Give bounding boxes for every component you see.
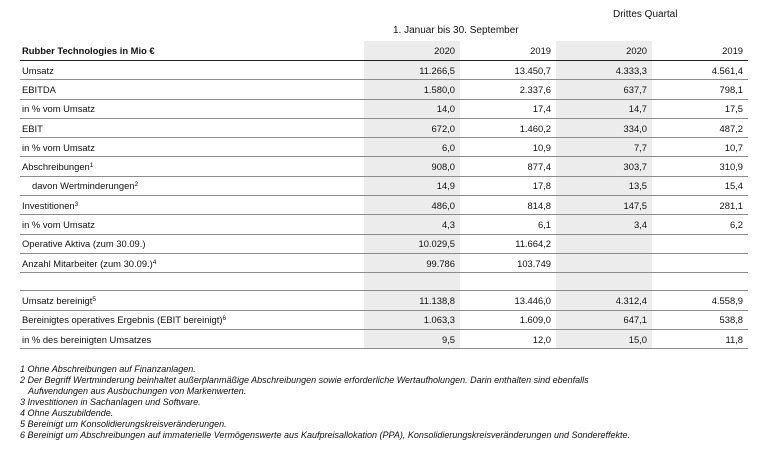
- footnote: Aufwendungen aus Ausbuchungen von Markenwerten.: [28, 386, 247, 396]
- cell-value: 798,1: [652, 80, 748, 99]
- cell-value: 1.063,3: [364, 310, 460, 329]
- footnotes: [20, 364, 630, 441]
- cell-value: 310,9: [652, 157, 748, 176]
- cell-value: 10,9: [460, 138, 556, 157]
- cell-value: 4.561,4: [652, 61, 748, 80]
- cell-value: 647,1: [556, 310, 652, 329]
- table-row: [20, 215, 748, 234]
- cell-value: 11.138,8: [364, 291, 460, 310]
- cell-value: 3,4: [556, 215, 652, 234]
- cell-value: 2.337,6: [460, 80, 556, 99]
- table-row: [20, 310, 748, 329]
- table-row: [20, 176, 748, 195]
- cell-value: 11.266,5: [364, 61, 460, 80]
- footnote: 1 Ohne Abschreibungen auf Finanzanlagen.: [20, 364, 196, 374]
- table-title: Rubber Technologies in Mio €: [20, 41, 364, 61]
- cell-value: 11.664,2: [460, 234, 556, 253]
- cell-value: 4.333,3: [556, 61, 652, 80]
- table-row: [20, 99, 748, 118]
- cell-value: 7,7: [556, 138, 652, 157]
- cell-value: [556, 234, 652, 253]
- footnote-marker: 3: [74, 200, 79, 208]
- cell-value: 15,4: [652, 176, 748, 195]
- row-label: davon Wertminderungen$^2$: [20, 176, 364, 195]
- row-label: Umsatz bereinigt$^5$: [20, 291, 364, 310]
- row-label: Umsatz: [20, 61, 364, 80]
- cell-value: 4,3: [364, 215, 460, 234]
- row-label: in % des bereinigten Umsatzes: [20, 329, 364, 348]
- footnote: 5 Bereinigt um Konsolidierungskreisveränderungen.: [20, 419, 227, 429]
- table-row: [20, 291, 748, 310]
- cell-value: 12,0: [460, 329, 556, 348]
- table-header-row: [20, 41, 748, 61]
- footnote-marker: 5: [92, 295, 96, 303]
- cell-value: 15,0: [556, 329, 652, 348]
- cell-value: 9,5: [364, 329, 460, 348]
- footnote: 3 Investitionen in Sachanlagen und Software.: [20, 397, 201, 407]
- footnote-marker: 4: [152, 258, 157, 266]
- key-figures-table: [20, 41, 748, 349]
- row-label: EBITDA: [20, 80, 364, 99]
- footnote: 4 Ohne Auszubildende.: [20, 408, 114, 418]
- footnote-marker: 2: [134, 181, 139, 189]
- row-label: in % vom Umsatz: [20, 99, 364, 118]
- cell-value: 1.460,2: [460, 118, 556, 137]
- cell-value: 4.312,4: [556, 291, 652, 310]
- cell-value: 13,5: [556, 176, 652, 195]
- row-label: in % vom Umsatz: [20, 138, 364, 157]
- cell-value: 13.446,0: [460, 291, 556, 310]
- row-label: Abschreibungen$^1$: [20, 157, 364, 176]
- table-row: [20, 118, 748, 137]
- cell-value: 637,7: [556, 80, 652, 99]
- column-header: 2019: [460, 41, 556, 61]
- cell-value: 814,8: [460, 196, 556, 215]
- cell-value: 334,0: [556, 118, 652, 137]
- cell-value: 4.558,9: [652, 291, 748, 310]
- cell-value: 6,1: [460, 215, 556, 234]
- row-label: in % vom Umsatz: [20, 215, 364, 234]
- cell-value: 103.749: [460, 253, 556, 272]
- table-row: [20, 138, 748, 157]
- table-row: [20, 61, 748, 80]
- column-header: 2020: [364, 41, 460, 61]
- cell-value: 17,4: [460, 99, 556, 118]
- row-label: EBIT: [20, 118, 364, 137]
- cell-value: 14,0: [364, 99, 460, 118]
- footnote: 6 Bereinigt um Abschreibungen auf immaterielle Vermögenswerte aus Kaufpreisallokation (PPA), Konsolidierungskreisveränderungen und Sondereffekte.: [20, 430, 631, 440]
- cell-value: 14,7: [556, 99, 652, 118]
- cell-value: 99.786: [364, 253, 460, 272]
- footnote-marker: 6: [222, 315, 227, 323]
- column-header: 2019: [652, 41, 748, 61]
- cell-value: 17,8: [460, 176, 556, 195]
- period-header-quarter: Drittes Quartal: [613, 9, 678, 20]
- cell-value: 10.029,5: [364, 234, 460, 253]
- table-row: [20, 157, 748, 176]
- row-label: Bereinigtes operatives Ergebnis (EBIT bereinigt)$^6$: [20, 310, 364, 329]
- cell-value: [556, 253, 652, 272]
- cell-value: 486,0: [364, 196, 460, 215]
- table-row: [20, 234, 748, 253]
- cell-value: 1.580,0: [364, 80, 460, 99]
- period-header-ytd: 1. Januar bis 30. September: [393, 25, 519, 36]
- cell-value: 147,5: [556, 196, 652, 215]
- cell-value: 14,9: [364, 176, 460, 195]
- cell-value: 6,2: [652, 215, 748, 234]
- table-spacer-row: [20, 273, 748, 291]
- cell-value: 11,8: [652, 329, 748, 348]
- cell-value: 908,0: [364, 157, 460, 176]
- table-row: [20, 196, 748, 215]
- cell-value: 281,1: [652, 196, 748, 215]
- cell-value: 17,5: [652, 99, 748, 118]
- cell-value: 10,7: [652, 138, 748, 157]
- column-header: 2020: [556, 41, 652, 61]
- row-label: Anzahl Mitarbeiter (zum 30.09.)$^4$: [20, 253, 364, 272]
- table-row: [20, 80, 748, 99]
- cell-value: 13.450,7: [460, 61, 556, 80]
- footnote: 2 Der Begriff Wertminderung beinhaltet außerplanmäßige Abschreibungen sowie erforderliche Wertaufholungen. Darin enthalten sind ebenfalls: [20, 375, 589, 385]
- table-row: [20, 329, 748, 348]
- cell-value: 538,8: [652, 310, 748, 329]
- cell-value: 487,2: [652, 118, 748, 137]
- cell-value: 6,0: [364, 138, 460, 157]
- cell-value: 877,4: [460, 157, 556, 176]
- footnote-marker: 1: [89, 162, 94, 170]
- cell-value: 303,7: [556, 157, 652, 176]
- table-row: [20, 253, 748, 272]
- cell-value: 1.609,0: [460, 310, 556, 329]
- row-label: Operative Aktiva (zum 30.09.): [20, 234, 364, 253]
- cell-value: 672,0: [364, 118, 460, 137]
- cell-value: [652, 234, 748, 253]
- row-label: Investitionen$^3$: [20, 196, 364, 215]
- cell-value: [652, 253, 748, 272]
